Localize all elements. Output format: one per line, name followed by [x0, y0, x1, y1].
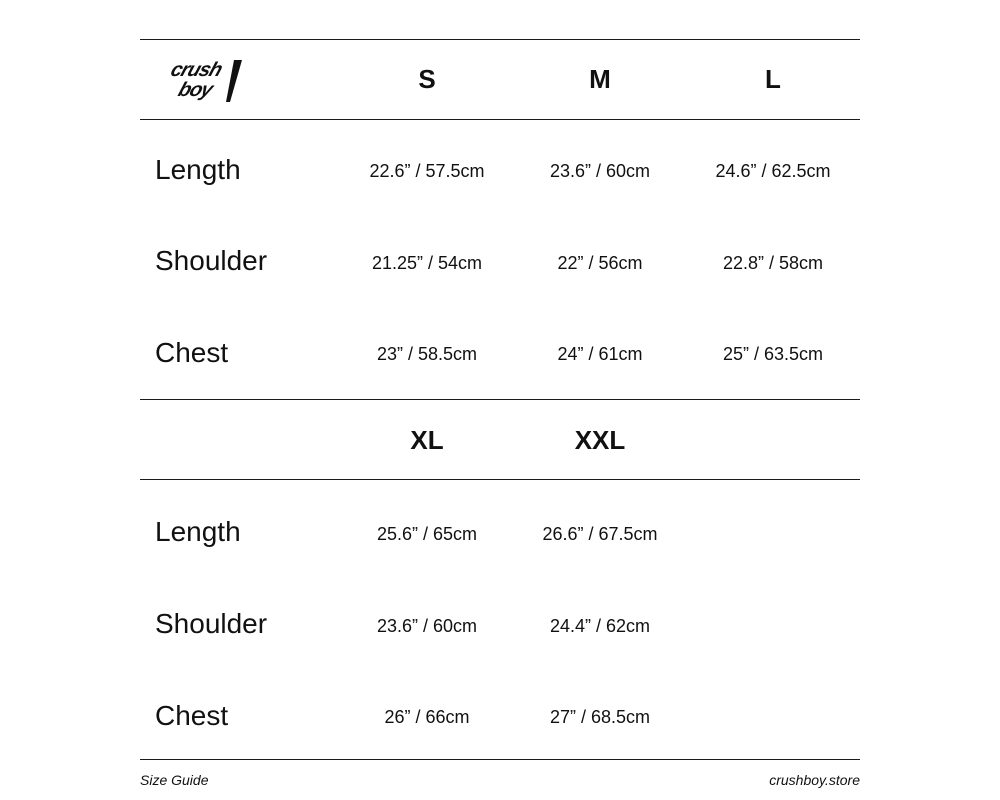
row-label-length: Length: [155, 154, 241, 185]
size-header-xl: XL: [410, 425, 444, 455]
row-label-shoulder: Shoulder: [155, 245, 268, 276]
cell-length-s: 22.6” / 57.5cm: [369, 161, 485, 181]
cell-shoulder-xl: 23.6” / 60cm: [376, 616, 478, 636]
size-header-s: S: [418, 64, 436, 94]
cell-chest-l: 25” / 63.5cm: [722, 344, 824, 364]
cell-chest-xxl: 27” / 68.5cm: [549, 707, 651, 727]
row-label-chest: Chest: [155, 337, 229, 368]
cell-shoulder-xxl: 24.4” / 62cm: [549, 616, 651, 636]
row-label-shoulder: Shoulder: [155, 608, 268, 639]
row-label-chest: Chest: [155, 700, 229, 731]
cell-length-xl: 25.6” / 65cm: [376, 524, 478, 544]
size-header-m: M: [589, 64, 611, 94]
cell-chest-s: 23” / 58.5cm: [376, 344, 478, 364]
svg-text:boy: boy: [175, 78, 216, 101]
footer-size-guide: Size Guide: [140, 772, 209, 788]
crush-boy-logo: [160, 56, 260, 106]
cell-shoulder-l: 22.8” / 58cm: [722, 253, 824, 273]
cell-length-xxl: 26.6” / 67.5cm: [542, 524, 658, 544]
divider-header-1: [140, 119, 860, 120]
divider-bottom: [140, 759, 860, 760]
cell-shoulder-s: 21.25” / 54cm: [371, 253, 483, 273]
size-header-l: L: [765, 64, 781, 94]
cell-chest-xl: 26” / 66cm: [384, 707, 470, 727]
divider-header-2: [140, 479, 860, 480]
svg-text:crush: crush: [167, 58, 225, 81]
divider-top: [140, 39, 860, 40]
row-label-length: Length: [155, 516, 241, 547]
footer-store-link: crushboy.store: [769, 772, 860, 788]
cell-length-l: 24.6” / 62.5cm: [715, 161, 831, 181]
cell-length-m: 23.6” / 60cm: [549, 161, 651, 181]
cell-shoulder-m: 22” / 56cm: [557, 253, 643, 273]
size-header-xxl: XXL: [574, 425, 626, 455]
divider-middle: [140, 399, 860, 400]
cell-chest-m: 24” / 61cm: [557, 344, 643, 364]
